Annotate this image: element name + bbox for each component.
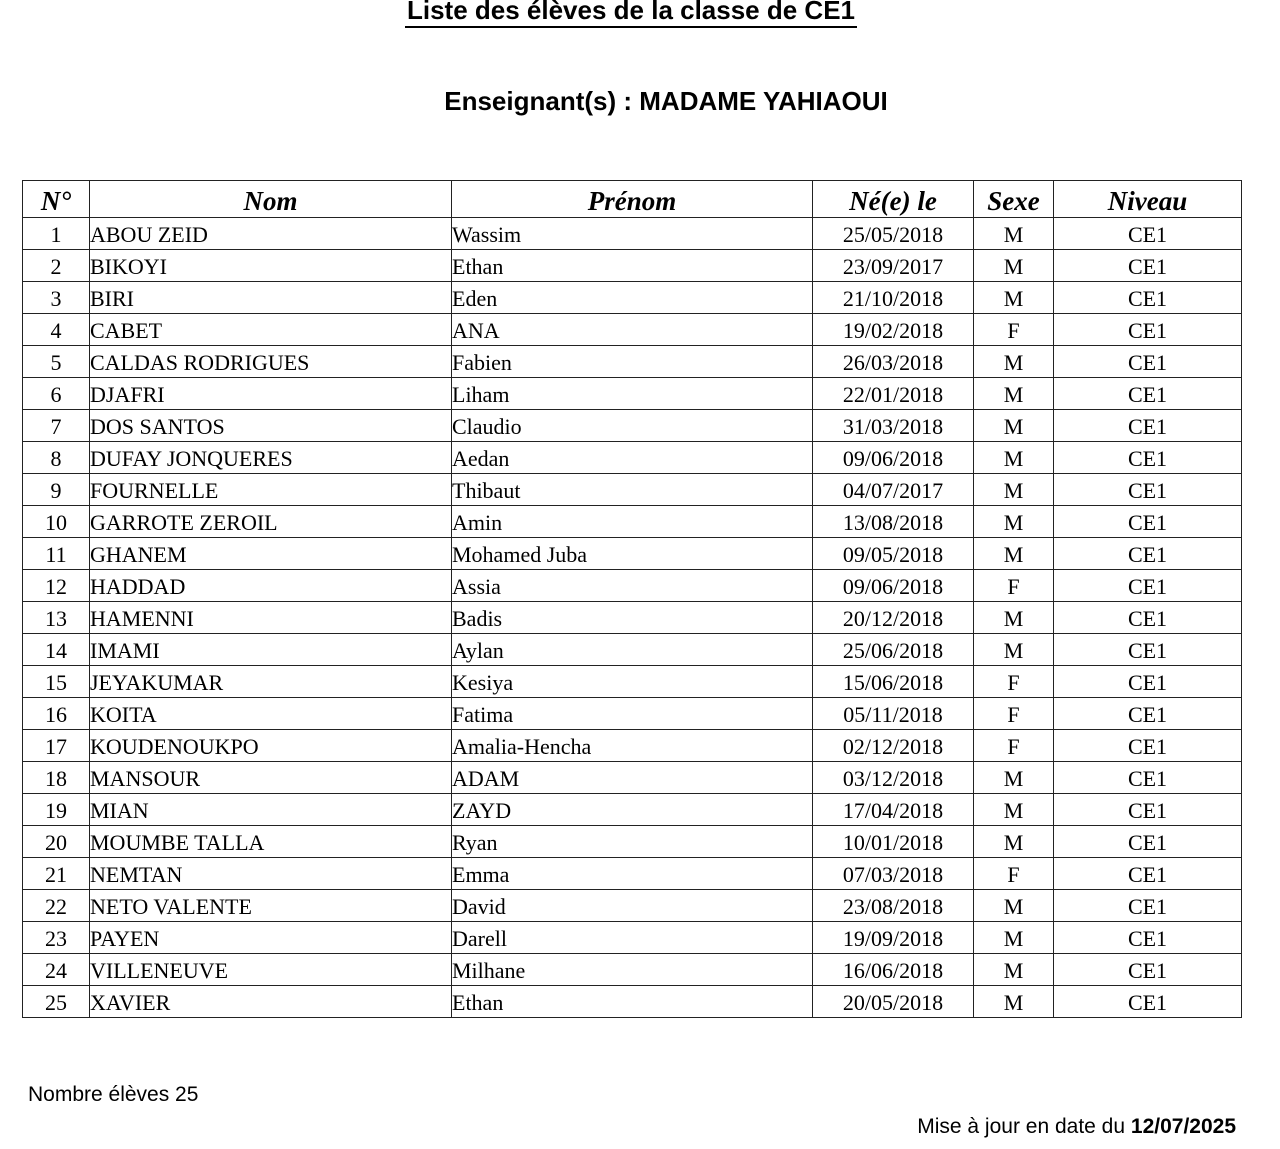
column-header-num: N° xyxy=(23,181,90,218)
cell-nom: NEMTAN xyxy=(90,858,452,890)
cell-sexe: M xyxy=(974,602,1054,634)
cell-nom: KOUDENOUKPO xyxy=(90,730,452,762)
cell-sexe: M xyxy=(974,986,1054,1018)
cell-niveau: CE1 xyxy=(1054,698,1242,730)
cell-num: 17 xyxy=(23,730,90,762)
table-row xyxy=(23,986,1242,1018)
table-row xyxy=(23,698,1242,730)
column-header-sexe: Sexe xyxy=(974,181,1054,218)
cell-nom: NETO VALENTE xyxy=(90,890,452,922)
student-table xyxy=(22,180,1242,1018)
table-row xyxy=(23,762,1242,794)
cell-date: 23/08/2018 xyxy=(813,890,974,922)
cell-num: 11 xyxy=(23,538,90,570)
table-row xyxy=(23,634,1242,666)
cell-date: 25/05/2018 xyxy=(813,218,974,250)
cell-niveau: CE1 xyxy=(1054,346,1242,378)
column-header-nom: Nom xyxy=(90,181,452,218)
cell-niveau: CE1 xyxy=(1054,826,1242,858)
cell-num: 20 xyxy=(23,826,90,858)
cell-date: 02/12/2018 xyxy=(813,730,974,762)
cell-num: 9 xyxy=(23,474,90,506)
teacher-line: Enseignant(s) : MADAME YAHIAOUI xyxy=(444,86,888,116)
cell-prenom: Liham xyxy=(452,378,813,410)
cell-sexe: M xyxy=(974,890,1054,922)
cell-niveau: CE1 xyxy=(1054,218,1242,250)
cell-sexe: M xyxy=(974,410,1054,442)
table-body xyxy=(23,218,1242,1018)
cell-niveau: CE1 xyxy=(1054,410,1242,442)
cell-niveau: CE1 xyxy=(1054,474,1242,506)
cell-nom: GARROTE ZEROIL xyxy=(90,506,452,538)
cell-num: 23 xyxy=(23,922,90,954)
cell-prenom: ZAYD xyxy=(452,794,813,826)
cell-num: 22 xyxy=(23,890,90,922)
cell-sexe: M xyxy=(974,250,1054,282)
cell-num: 5 xyxy=(23,346,90,378)
cell-niveau: CE1 xyxy=(1054,890,1242,922)
cell-sexe: F xyxy=(974,666,1054,698)
cell-niveau: CE1 xyxy=(1054,922,1242,954)
column-header-niveau: Niveau xyxy=(1054,181,1242,218)
cell-num: 7 xyxy=(23,410,90,442)
cell-niveau: CE1 xyxy=(1054,250,1242,282)
cell-prenom: Milhane xyxy=(452,954,813,986)
cell-niveau: CE1 xyxy=(1054,666,1242,698)
cell-niveau: CE1 xyxy=(1054,794,1242,826)
table-row xyxy=(23,250,1242,282)
cell-date: 17/04/2018 xyxy=(813,794,974,826)
cell-sexe: M xyxy=(974,922,1054,954)
cell-num: 10 xyxy=(23,506,90,538)
cell-date: 15/06/2018 xyxy=(813,666,974,698)
cell-niveau: CE1 xyxy=(1054,730,1242,762)
cell-nom: DUFAY JONQUERES xyxy=(90,442,452,474)
column-header-prenom: Prénom xyxy=(452,181,813,218)
cell-sexe: M xyxy=(974,474,1054,506)
table-row xyxy=(23,666,1242,698)
cell-prenom: Wassim xyxy=(452,218,813,250)
cell-nom: MANSOUR xyxy=(90,762,452,794)
cell-niveau: CE1 xyxy=(1054,378,1242,410)
cell-date: 22/01/2018 xyxy=(813,378,974,410)
cell-date: 20/05/2018 xyxy=(813,986,974,1018)
cell-num: 19 xyxy=(23,794,90,826)
cell-niveau: CE1 xyxy=(1054,762,1242,794)
table-row xyxy=(23,570,1242,602)
table-row xyxy=(23,442,1242,474)
cell-nom: VILLENEUVE xyxy=(90,954,452,986)
student-count: Nombre élèves 25 xyxy=(28,1083,199,1106)
cell-nom: KOITA xyxy=(90,698,452,730)
column-header-nee-le: Né(e) le xyxy=(813,181,974,218)
cell-sexe: F xyxy=(974,698,1054,730)
cell-date: 04/07/2017 xyxy=(813,474,974,506)
cell-prenom: Fatima xyxy=(452,698,813,730)
cell-prenom: ADAM xyxy=(452,762,813,794)
cell-prenom: Assia xyxy=(452,570,813,602)
cell-date: 13/08/2018 xyxy=(813,506,974,538)
table-row xyxy=(23,826,1242,858)
table-row xyxy=(23,410,1242,442)
cell-sexe: F xyxy=(974,730,1054,762)
cell-niveau: CE1 xyxy=(1054,506,1242,538)
cell-date: 31/03/2018 xyxy=(813,410,974,442)
cell-nom: PAYEN xyxy=(90,922,452,954)
cell-num: 3 xyxy=(23,282,90,314)
cell-date: 07/03/2018 xyxy=(813,858,974,890)
cell-num: 21 xyxy=(23,858,90,890)
cell-num: 6 xyxy=(23,378,90,410)
cell-prenom: Thibaut xyxy=(452,474,813,506)
cell-num: 25 xyxy=(23,986,90,1018)
cell-prenom: Ethan xyxy=(452,986,813,1018)
cell-prenom: Aedan xyxy=(452,442,813,474)
cell-sexe: M xyxy=(974,794,1054,826)
cell-num: 12 xyxy=(23,570,90,602)
cell-num: 4 xyxy=(23,314,90,346)
table-row xyxy=(23,890,1242,922)
cell-niveau: CE1 xyxy=(1054,602,1242,634)
cell-prenom: Emma xyxy=(452,858,813,890)
cell-sexe: M xyxy=(974,762,1054,794)
cell-sexe: M xyxy=(974,442,1054,474)
cell-sexe: M xyxy=(974,538,1054,570)
cell-num: 24 xyxy=(23,954,90,986)
cell-date: 19/09/2018 xyxy=(813,922,974,954)
table-header-row xyxy=(23,181,1242,218)
cell-nom: BIRI xyxy=(90,282,452,314)
table-row xyxy=(23,730,1242,762)
cell-date: 10/01/2018 xyxy=(813,826,974,858)
cell-prenom: Ryan xyxy=(452,826,813,858)
cell-nom: CALDAS RODRIGUES xyxy=(90,346,452,378)
cell-niveau: CE1 xyxy=(1054,442,1242,474)
update-prefix: Mise à jour en date du xyxy=(917,1115,1131,1138)
table-row xyxy=(23,218,1242,250)
cell-prenom: Amin xyxy=(452,506,813,538)
cell-date: 05/11/2018 xyxy=(813,698,974,730)
cell-num: 14 xyxy=(23,634,90,666)
cell-num: 8 xyxy=(23,442,90,474)
cell-niveau: CE1 xyxy=(1054,282,1242,314)
cell-prenom: Claudio xyxy=(452,410,813,442)
table-row xyxy=(23,794,1242,826)
cell-num: 2 xyxy=(23,250,90,282)
cell-num: 16 xyxy=(23,698,90,730)
cell-nom: CABET xyxy=(90,314,452,346)
cell-niveau: CE1 xyxy=(1054,954,1242,986)
cell-sexe: M xyxy=(974,378,1054,410)
cell-nom: ABOU ZEID xyxy=(90,218,452,250)
cell-nom: JEYAKUMAR xyxy=(90,666,452,698)
table-row xyxy=(23,922,1242,954)
cell-sexe: F xyxy=(974,570,1054,602)
cell-sexe: M xyxy=(974,346,1054,378)
cell-date: 03/12/2018 xyxy=(813,762,974,794)
cell-nom: XAVIER xyxy=(90,986,452,1018)
table-row xyxy=(23,282,1242,314)
update-line xyxy=(917,1113,1236,1141)
cell-niveau: CE1 xyxy=(1054,570,1242,602)
cell-prenom: Ethan xyxy=(452,250,813,282)
cell-nom: HADDAD xyxy=(90,570,452,602)
table-row xyxy=(23,858,1242,890)
cell-date: 19/02/2018 xyxy=(813,314,974,346)
cell-prenom: Badis xyxy=(452,602,813,634)
cell-nom: HAMENNI xyxy=(90,602,452,634)
table-row xyxy=(23,314,1242,346)
cell-sexe: F xyxy=(974,858,1054,890)
cell-niveau: CE1 xyxy=(1054,538,1242,570)
update-date: 12/07/2025 xyxy=(1130,1115,1236,1138)
cell-prenom: David xyxy=(452,890,813,922)
cell-prenom: Mohamed Juba xyxy=(452,538,813,570)
cell-nom: MOUMBE TALLA xyxy=(90,826,452,858)
cell-prenom: Fabien xyxy=(452,346,813,378)
cell-date: 23/09/2017 xyxy=(813,250,974,282)
cell-sexe: M xyxy=(974,506,1054,538)
cell-nom: MIAN xyxy=(90,794,452,826)
cell-date: 20/12/2018 xyxy=(813,602,974,634)
cell-prenom: Aylan xyxy=(452,634,813,666)
table-row xyxy=(23,378,1242,410)
cell-date: 21/10/2018 xyxy=(813,282,974,314)
cell-sexe: F xyxy=(974,314,1054,346)
cell-num: 13 xyxy=(23,602,90,634)
page-title-text: Liste des élèves de la classe de CE1 xyxy=(405,0,857,28)
table-row xyxy=(23,506,1242,538)
table-row xyxy=(23,474,1242,506)
table-row xyxy=(23,538,1242,570)
cell-nom: GHANEM xyxy=(90,538,452,570)
cell-nom: IMAMI xyxy=(90,634,452,666)
table-row xyxy=(23,346,1242,378)
cell-niveau: CE1 xyxy=(1054,986,1242,1018)
page-title xyxy=(0,0,1262,28)
table-row xyxy=(23,954,1242,986)
cell-sexe: M xyxy=(974,634,1054,666)
cell-date: 09/05/2018 xyxy=(813,538,974,570)
cell-nom: FOURNELLE xyxy=(90,474,452,506)
cell-prenom: Kesiya xyxy=(452,666,813,698)
cell-date: 09/06/2018 xyxy=(813,442,974,474)
cell-nom: BIKOYI xyxy=(90,250,452,282)
cell-sexe: M xyxy=(974,282,1054,314)
cell-sexe: M xyxy=(974,218,1054,250)
cell-prenom: Amalia-Hencha xyxy=(452,730,813,762)
cell-prenom: ANA xyxy=(452,314,813,346)
cell-date: 25/06/2018 xyxy=(813,634,974,666)
cell-nom: DOS SANTOS xyxy=(90,410,452,442)
cell-num: 15 xyxy=(23,666,90,698)
cell-num: 18 xyxy=(23,762,90,794)
cell-prenom: Eden xyxy=(452,282,813,314)
table-row xyxy=(23,602,1242,634)
cell-nom: DJAFRI xyxy=(90,378,452,410)
cell-sexe: M xyxy=(974,826,1054,858)
cell-date: 26/03/2018 xyxy=(813,346,974,378)
cell-niveau: CE1 xyxy=(1054,314,1242,346)
cell-niveau: CE1 xyxy=(1054,634,1242,666)
cell-prenom: Darell xyxy=(452,922,813,954)
cell-date: 09/06/2018 xyxy=(813,570,974,602)
cell-num: 1 xyxy=(23,218,90,250)
cell-sexe: M xyxy=(974,954,1054,986)
cell-date: 16/06/2018 xyxy=(813,954,974,986)
cell-niveau: CE1 xyxy=(1054,858,1242,890)
